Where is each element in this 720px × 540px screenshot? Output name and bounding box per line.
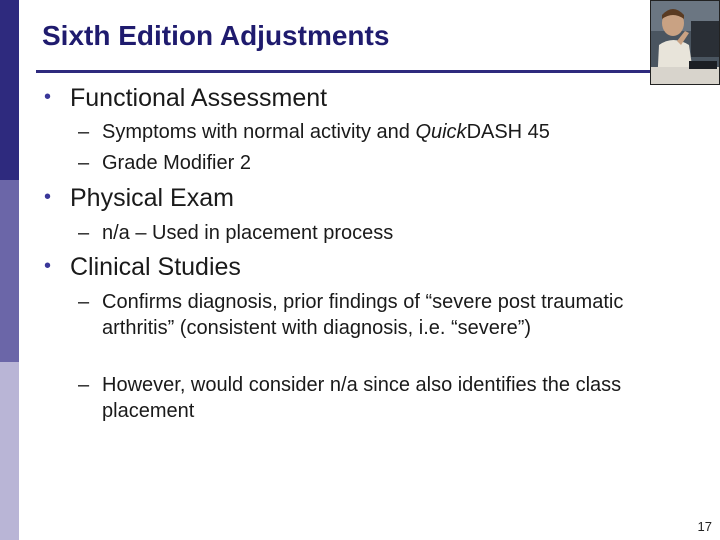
sub-item-text: Grade Modifier 2 <box>102 152 251 174</box>
bullet-dot: • <box>44 86 52 108</box>
sub-item-confirms-diagnosis <box>78 289 678 341</box>
sub-item-physical-exam <box>78 220 678 246</box>
sub-text-part: Symptoms with normal activity and <box>102 121 416 143</box>
slide-number: 17 <box>697 519 712 534</box>
bullet-label: Functional Assessment <box>70 84 328 112</box>
sub-item-text: However, would consider n/a since also identifies the class placement <box>102 374 622 422</box>
sub-item-text <box>102 119 678 145</box>
sub-text-part: DASH 45 <box>466 121 550 143</box>
bullet-dot: • <box>44 255 52 277</box>
sub-item-text: n/a – Used in placement process <box>102 222 394 244</box>
dash-marker: – <box>78 121 90 143</box>
sub-item-would-consider <box>78 372 678 424</box>
dash-marker: – <box>78 222 90 244</box>
sub-item-text: Confirms diagnosis, prior findings of “severe post traumatic arthritis” (consistent with diagnosis, i.e. “severe”) <box>102 291 624 339</box>
sub-text-italic: Quick <box>415 121 467 143</box>
bullet-label: Physical Exam <box>70 184 234 212</box>
dash-marker: – <box>78 374 90 396</box>
sub-item-quickdash <box>78 119 678 145</box>
sub-item-grade-modifier <box>78 150 678 176</box>
bullet-dot: • <box>44 186 52 208</box>
bullet-label: Clinical Studies <box>70 253 241 281</box>
dash-marker: – <box>78 152 90 174</box>
bullet-physical-exam <box>44 184 234 213</box>
bullet-functional-assessment <box>44 84 327 113</box>
slide-title: Sixth Edition Adjustments <box>42 20 390 51</box>
dash-marker: – <box>78 291 90 313</box>
bullet-clinical-studies <box>44 253 241 282</box>
